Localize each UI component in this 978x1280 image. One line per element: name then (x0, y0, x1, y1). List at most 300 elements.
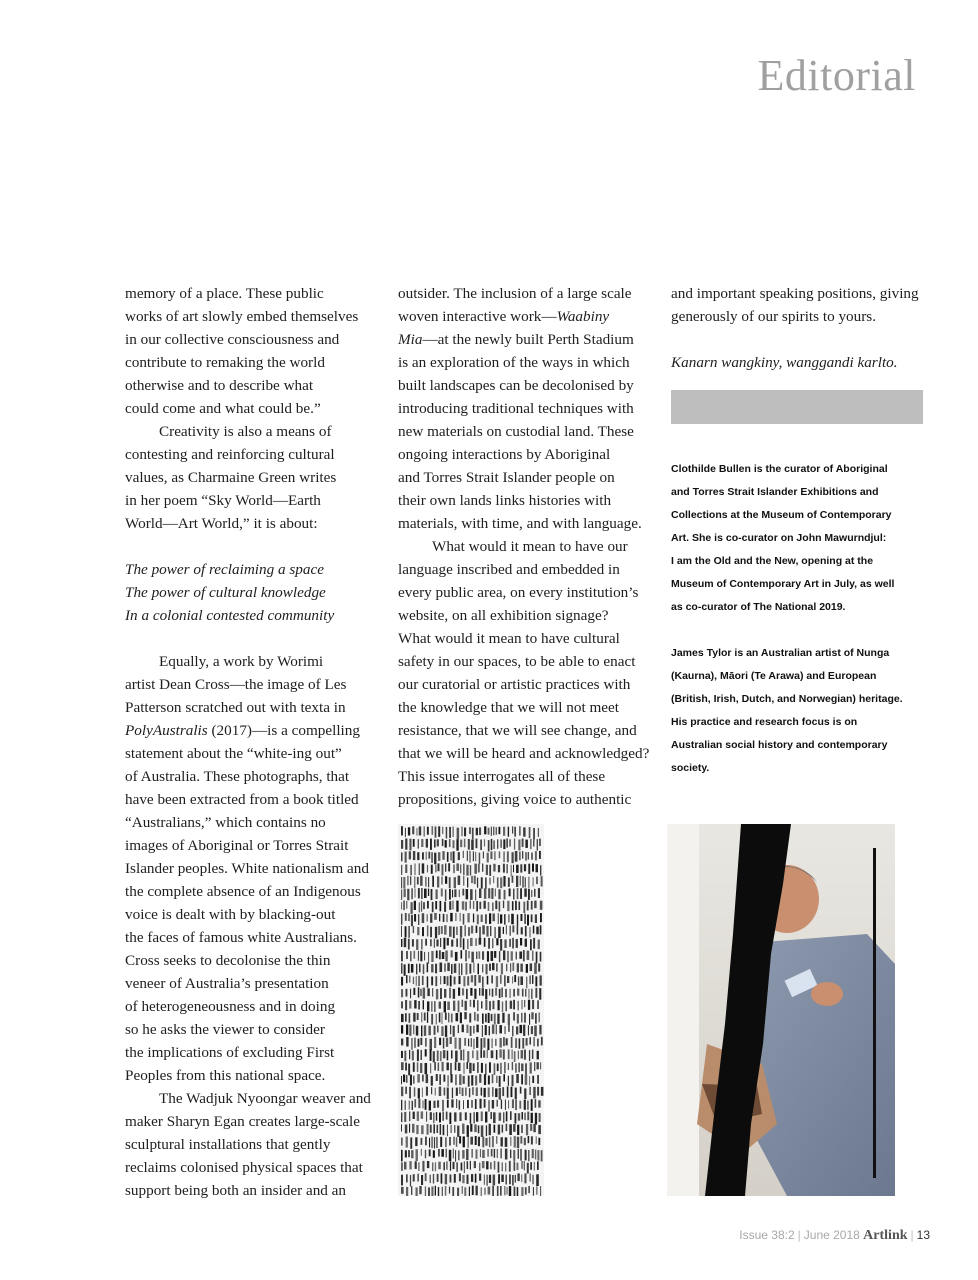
weave-stroke (439, 1013, 441, 1023)
weave-stroke (447, 852, 449, 862)
weave-stroke (513, 889, 514, 900)
text-line: memory of a place. These public (125, 285, 324, 302)
weave-stroke (445, 1137, 447, 1147)
weave-stroke (404, 1162, 407, 1170)
weave-stroke (439, 1113, 441, 1123)
weave-stroke (525, 1074, 528, 1085)
weave-stroke (401, 902, 402, 909)
weave-stroke (492, 938, 493, 948)
weave-stroke (441, 1026, 443, 1036)
weave-stroke (462, 1175, 464, 1183)
weave-stroke (410, 1175, 411, 1187)
weave-stroke (401, 989, 403, 997)
weave-stroke (413, 1013, 415, 1022)
weave-stroke (404, 964, 406, 975)
weave-stroke (472, 1087, 473, 1095)
weave-stroke (506, 864, 508, 873)
weave-stroke (480, 1099, 482, 1109)
weave-stroke (430, 1112, 432, 1120)
weave-stroke (528, 877, 529, 889)
weave-stroke (418, 839, 419, 848)
weave-stroke (533, 1037, 534, 1046)
weave-stroke (541, 1037, 543, 1046)
weave-stroke (459, 976, 461, 984)
weave-stroke (506, 1111, 508, 1121)
weave-stroke (405, 1000, 407, 1010)
weave-stroke (480, 840, 482, 851)
weave-stroke (413, 851, 415, 860)
weave-stroke (401, 939, 402, 947)
weave-stroke (493, 914, 495, 922)
weave-stroke (440, 1124, 442, 1135)
artwork-title: PolyAustralis (125, 722, 208, 739)
weave-stroke (456, 901, 458, 912)
weave-stroke (462, 1025, 464, 1033)
weave-stroke (478, 864, 480, 873)
weave-stroke (453, 1137, 454, 1145)
weave-stroke (448, 863, 450, 871)
weave-stroke (504, 1186, 505, 1195)
weave-stroke (403, 1075, 405, 1083)
text-line: maker Sharyn Egan creates large-scale (125, 1113, 361, 1130)
weave-stroke (438, 852, 440, 861)
weave-stroke (507, 1187, 508, 1194)
paragraph-closing (671, 282, 926, 328)
weave-stroke (540, 952, 542, 962)
weave-stroke (536, 1136, 537, 1144)
weave-stroke (430, 839, 432, 850)
weave-stroke (443, 1075, 445, 1082)
weave-stroke (482, 1025, 483, 1037)
weave-stroke (504, 975, 505, 986)
weave-stroke (498, 865, 500, 872)
weave-stroke (401, 914, 402, 925)
weave-stroke (401, 1001, 403, 1008)
weave-stroke (441, 1173, 443, 1183)
weave-stroke (476, 1037, 478, 1048)
weave-stroke (487, 951, 489, 961)
weave-stroke (416, 976, 417, 986)
weave-stroke (413, 1025, 414, 1035)
weave-stroke (463, 864, 464, 875)
weave-stroke (520, 1087, 522, 1094)
magazine-brand: Artlink (863, 1228, 908, 1243)
weave-stroke (531, 1136, 533, 1144)
weave-stroke (467, 1175, 469, 1184)
weave-stroke (435, 976, 437, 986)
weave-stroke (420, 989, 421, 996)
weave-stroke (533, 938, 535, 949)
weave-stroke (482, 1137, 484, 1148)
weave-stroke (418, 1162, 419, 1171)
weave-stroke (532, 975, 533, 984)
weave-stroke (427, 865, 428, 873)
weave-stroke (457, 1188, 459, 1196)
weave-stroke (422, 1075, 423, 1082)
weave-stroke (489, 1062, 491, 1072)
weave-stroke (405, 1101, 406, 1111)
weave-stroke (421, 839, 423, 847)
weave-stroke (471, 1100, 472, 1108)
weave-stroke (538, 1100, 541, 1107)
weave-stroke (495, 1088, 497, 1097)
weave-stroke (449, 839, 451, 847)
weave-stroke (491, 1050, 494, 1058)
weave-stroke (439, 914, 440, 922)
paragraph-what-would-it-mean (398, 535, 660, 811)
weave-stroke (422, 976, 424, 985)
weave-stroke (451, 852, 452, 861)
weave-stroke (491, 1014, 493, 1021)
weave-stroke (412, 826, 414, 834)
weave-stroke (412, 939, 414, 946)
weave-stroke (481, 915, 483, 922)
text-line: have been extracted from a book titled (125, 791, 359, 808)
weave-stroke (405, 1125, 408, 1134)
weave-stroke (445, 1013, 447, 1020)
weave-stroke (405, 1013, 407, 1021)
weave-stroke (512, 1049, 513, 1059)
weave-stroke (484, 938, 486, 947)
weave-stroke (433, 1113, 434, 1123)
weave-stroke (427, 925, 429, 936)
weave-stroke (406, 975, 408, 983)
weave-stroke (481, 1088, 483, 1096)
weave-stroke (478, 1137, 480, 1147)
text-line: The Wadjuk Nyoongar weaver and (159, 1090, 371, 1107)
weave-stroke (408, 914, 409, 922)
weave-stroke (470, 1124, 472, 1132)
weave-stroke (521, 1187, 523, 1196)
bio-line: (Kaurna), Māori (Te Arawa) and European (671, 670, 877, 682)
weave-stroke (462, 1088, 464, 1096)
weave-stroke (444, 976, 446, 984)
article-column-2 (398, 282, 660, 811)
weave-stroke (484, 1175, 485, 1185)
bio-line: I am the Old and the New, opening at the (671, 555, 874, 567)
weave-stroke (470, 889, 473, 900)
weave-stroke (471, 1075, 473, 1086)
weave-stroke (438, 926, 439, 935)
weave-stroke (467, 1051, 469, 1062)
weave-stroke (406, 901, 407, 909)
weave-stroke (484, 839, 485, 846)
weave-stroke (494, 1149, 495, 1158)
weave-stroke (484, 901, 486, 909)
weave-stroke (425, 1137, 427, 1146)
signoff-text: Kanarn wangkiny, wanggandi karlto. (671, 354, 898, 371)
weave-stroke (482, 1150, 485, 1158)
weave-stroke (456, 927, 457, 935)
weave-stroke (499, 1076, 501, 1087)
weave-stroke (401, 951, 403, 962)
weave-stroke (436, 1014, 437, 1025)
weave-stroke (427, 988, 429, 996)
weave-stroke (484, 1099, 486, 1108)
weave-stroke (409, 1050, 410, 1059)
weave-stroke (410, 1075, 412, 1086)
weave-stroke (431, 1014, 433, 1025)
weave-stroke (435, 1162, 436, 1171)
weave-stroke (463, 851, 464, 858)
text-line: of Australia. These photographs, that (125, 768, 350, 785)
weave-stroke (496, 938, 498, 945)
weave-stroke (540, 901, 543, 910)
weave-stroke (529, 927, 530, 937)
weave-stroke (468, 1137, 469, 1148)
weave-stroke (413, 1112, 415, 1119)
weave-stroke (433, 1101, 435, 1108)
text-line: so he asks the viewer to consider (125, 1021, 325, 1038)
weave-stroke (536, 877, 537, 885)
weave-stroke (434, 913, 437, 920)
weave-stroke (421, 1050, 422, 1060)
weave-stroke (540, 975, 542, 985)
weave-stroke (455, 1038, 457, 1049)
weave-stroke (458, 876, 461, 885)
weave-stroke (459, 963, 460, 975)
weave-stroke (478, 1125, 480, 1133)
text-line: every public area, on every institution’s (398, 584, 639, 601)
text-line: generously of our spirits to yours. (671, 308, 877, 325)
weave-stroke (494, 1063, 496, 1075)
weave-stroke (479, 938, 482, 945)
weave-stroke (420, 1063, 422, 1073)
weave-stroke (401, 963, 403, 974)
weave-stroke (439, 1087, 442, 1096)
weave-stroke (426, 1087, 428, 1096)
weave-stroke (524, 1113, 526, 1121)
weave-stroke (469, 827, 471, 834)
weave-stroke (519, 1101, 521, 1109)
weave-stroke (414, 1087, 416, 1096)
weave-stroke (479, 827, 481, 835)
weave-stroke (517, 963, 519, 972)
weave-stroke (471, 1174, 473, 1182)
weave-stroke (445, 863, 446, 871)
weave-stroke (432, 1137, 433, 1149)
weave-stroke (408, 939, 410, 950)
weave-stroke (518, 1051, 519, 1060)
weave-stroke (433, 1051, 435, 1062)
weave-stroke (439, 1074, 441, 1085)
artwork-title: Mia (398, 331, 423, 348)
weave-stroke (499, 851, 501, 858)
weave-stroke (429, 1138, 430, 1148)
weave-stroke (528, 852, 529, 860)
weave-stroke (409, 976, 410, 983)
weave-stroke (470, 1000, 472, 1007)
weave-stroke (464, 839, 466, 848)
weave-stroke (401, 1051, 403, 1058)
weave-stroke (401, 840, 403, 849)
text-line: contesting and reinforcing cultural (125, 446, 335, 463)
weave-stroke (435, 1088, 436, 1096)
weave-stroke (488, 840, 490, 851)
weave-stroke (483, 1050, 485, 1057)
weave-stroke (481, 1187, 482, 1196)
weave-stroke (423, 902, 424, 909)
weave-stroke (475, 938, 476, 946)
weave-stroke (472, 1050, 474, 1058)
weave-stroke (511, 865, 512, 876)
weave-stroke (509, 1186, 511, 1196)
weave-stroke (443, 1112, 444, 1121)
weave-stroke (534, 901, 536, 909)
weave-stroke (537, 1150, 539, 1161)
weave-stroke (535, 851, 537, 860)
weave-stroke (460, 913, 461, 922)
weave-stroke (413, 1174, 415, 1181)
weave-stroke (446, 1038, 448, 1047)
weave-stroke (514, 975, 516, 982)
weave-stroke (429, 1149, 431, 1156)
weave-stroke (428, 852, 430, 859)
weave-stroke (460, 1012, 462, 1023)
weave-stroke (532, 1076, 534, 1083)
weave-stroke (477, 915, 479, 925)
weave-stroke (446, 1149, 448, 1158)
weave-stroke (470, 901, 471, 909)
weave-stroke (524, 1050, 526, 1060)
weave-stroke (507, 951, 508, 962)
weave-stroke (436, 1112, 437, 1121)
weave-stroke (434, 839, 436, 847)
weave-stroke (409, 1101, 410, 1110)
text-line: What would it mean to have our (432, 538, 628, 555)
weave-stroke (479, 902, 481, 909)
text-line: the implications of excluding First (125, 1044, 335, 1061)
weave-stroke (530, 1037, 531, 1044)
weave-stroke (521, 1125, 523, 1133)
weave-stroke (514, 1161, 516, 1171)
weave-stroke (453, 840, 455, 848)
weave-stroke (419, 902, 420, 912)
weave-stroke (494, 1161, 496, 1170)
weave-stroke (488, 828, 490, 835)
weave-stroke (440, 976, 441, 984)
weave-stroke (409, 1001, 411, 1009)
weave-stroke (525, 939, 527, 947)
weave-stroke (540, 913, 542, 922)
weave-stroke (463, 976, 465, 986)
weave-stroke (473, 901, 474, 909)
weave-stroke (515, 851, 518, 862)
weave-stroke (407, 889, 409, 901)
weave-stroke (412, 1051, 414, 1061)
weave-stroke (453, 989, 455, 999)
weave-stroke (474, 876, 476, 885)
weave-stroke (531, 914, 533, 922)
weave-stroke (486, 865, 488, 875)
weave-stroke (505, 1137, 508, 1147)
weave-stroke (476, 901, 478, 911)
text-line (398, 328, 660, 351)
weave-stroke (426, 1112, 427, 1122)
weave-stroke (447, 976, 449, 985)
weave-stroke (416, 1125, 418, 1134)
weave-stroke (521, 1000, 522, 1009)
weave-stroke (507, 1087, 509, 1098)
weave-stroke (497, 1186, 499, 1196)
weave-stroke (451, 950, 453, 957)
weave-stroke (538, 963, 540, 971)
weave-stroke (401, 1087, 403, 1097)
weave-stroke (533, 1087, 536, 1099)
weave-stroke (503, 839, 505, 849)
text-line: statement about the “white-ing out” (125, 745, 342, 762)
weave-stroke (431, 951, 433, 962)
weave-stroke (444, 1001, 446, 1012)
issue-date: June 2018 (803, 1228, 860, 1242)
weave-stroke (522, 839, 524, 847)
weave-stroke (401, 1062, 404, 1070)
weave-stroke (512, 925, 514, 932)
weave-stroke (485, 878, 487, 890)
weave-stroke (451, 1125, 452, 1133)
weave-stroke (421, 1125, 424, 1134)
weave-stroke (530, 1062, 532, 1073)
weave-stroke (454, 964, 457, 973)
weave-stroke (492, 1100, 494, 1109)
weave-stroke (424, 952, 425, 961)
weave-stroke (446, 827, 448, 839)
weave-stroke (417, 1074, 420, 1083)
weave-stroke (533, 828, 535, 839)
weave-stroke (524, 1088, 526, 1099)
weave-stroke (490, 926, 491, 936)
weave-stroke (500, 914, 502, 923)
weave-stroke (476, 839, 478, 849)
weave-stroke (491, 1149, 493, 1157)
weave-stroke (418, 914, 419, 925)
weave-stroke (481, 1063, 483, 1073)
weave-stroke (415, 1137, 417, 1146)
weave-stroke (520, 864, 522, 872)
weave-stroke (539, 988, 541, 1000)
weave-stroke (540, 1186, 541, 1196)
weave-stroke (508, 1025, 510, 1032)
weave-stroke (431, 1087, 432, 1094)
bio-line: Australian social history and contemporary (671, 739, 888, 751)
weave-stroke (519, 826, 521, 835)
text-line: Islander peoples. White nationalism and (125, 860, 369, 877)
weave-stroke (531, 1012, 533, 1019)
weave-stroke (459, 1100, 461, 1109)
weave-stroke (454, 877, 456, 888)
weave-stroke (419, 826, 422, 835)
weave-stroke (462, 1000, 464, 1007)
weave-stroke (517, 1137, 519, 1148)
text-line: veneer of Australia’s presentation (125, 975, 329, 992)
text-line: works of art slowly embed themselves (125, 308, 359, 325)
weave-stroke (475, 890, 476, 901)
weave-stroke (492, 1186, 493, 1196)
weave-stroke (454, 1112, 456, 1121)
weave-stroke (526, 1038, 528, 1046)
weave-stroke (459, 1087, 460, 1094)
weave-stroke (526, 977, 527, 989)
weave-stroke (506, 838, 508, 847)
weave-stroke (431, 1187, 433, 1197)
weave-stroke (470, 938, 473, 946)
weave-stroke (521, 1050, 524, 1058)
weave-stroke (497, 1149, 498, 1158)
weave-stroke (411, 964, 414, 973)
weave-stroke (500, 1063, 501, 1074)
weave-stroke (511, 1037, 513, 1048)
text-line: in our collective consciousness and (125, 331, 340, 348)
